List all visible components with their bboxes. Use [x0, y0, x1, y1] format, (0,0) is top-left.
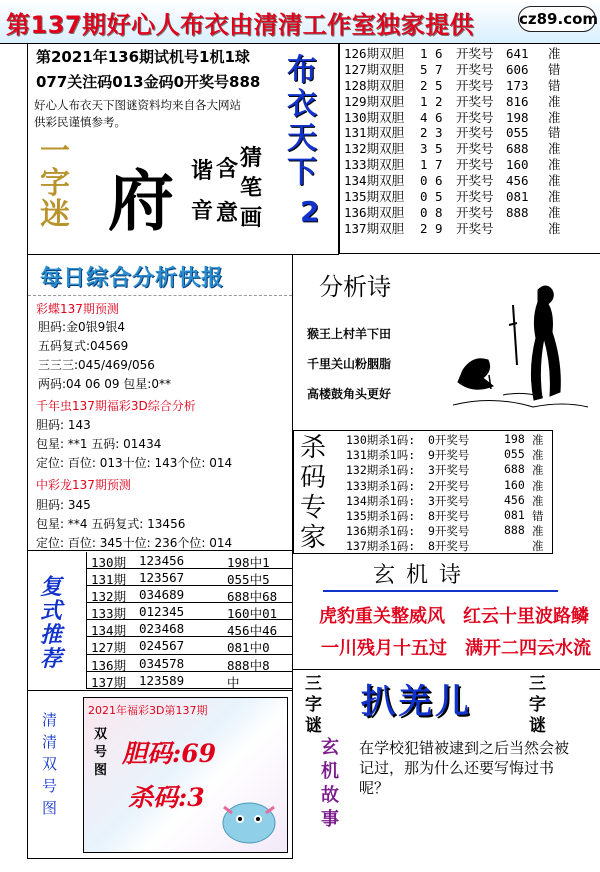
- story-label-char: 故: [321, 785, 339, 806]
- caidie-line: 三三三:045/469/056: [38, 358, 155, 372]
- result-mark: 准: [548, 173, 561, 189]
- sanzi-right-label: [529, 674, 546, 737]
- fushi-result: 055中5: [227, 572, 270, 588]
- kill-value: 9开奖号: [428, 448, 470, 463]
- kill-value: 0开奖号: [428, 433, 470, 447]
- result-label: 开奖号: [456, 46, 494, 61]
- result-period: 127期双胆: [344, 61, 405, 77]
- fushi-period: 137期: [91, 674, 127, 690]
- hint-char: 意: [216, 201, 239, 226]
- brand-char: 衣: [287, 87, 317, 122]
- zhongcai-line: 包星: **4 五码复式: 13456: [36, 517, 186, 531]
- result-label: 开奖号: [456, 109, 494, 125]
- kill-period: 133期杀1码:: [346, 478, 416, 493]
- kill-mark: 准: [532, 448, 544, 463]
- result-mark: 错: [548, 125, 561, 141]
- kill-period: 137期杀1码:: [346, 539, 416, 554]
- fushi-label: [40, 575, 62, 671]
- result-dan: 3 5: [420, 141, 443, 157]
- result-row: [344, 157, 600, 173]
- qiannian-heading: 千年虫137期福彩3D综合分析: [36, 399, 196, 413]
- brand-char: 布: [287, 53, 317, 88]
- kill-mark: 准: [532, 524, 544, 539]
- kill-mark: 准: [532, 463, 544, 478]
- fushi-period: 127期: [91, 640, 127, 656]
- sha-code: 杀码:3: [128, 783, 205, 812]
- fushi-row: [87, 552, 292, 569]
- result-period: 129期双胆: [344, 93, 405, 109]
- result-mark: 准: [548, 93, 561, 109]
- fushi-combo: 123589: [139, 672, 185, 688]
- riddle-label-char: 字: [40, 165, 70, 201]
- kill-label-char: 码: [300, 463, 327, 493]
- kill-value: 8开奖号: [428, 539, 470, 554]
- kill-mark: 准: [532, 433, 544, 447]
- zhongcai-line: 定位: 百位: 345十位: 236个位: 014: [36, 536, 233, 550]
- riddle-word: 扒羌儿: [361, 682, 472, 722]
- story-label-char: 机: [321, 761, 339, 782]
- fushi-row: [87, 637, 292, 654]
- qingqing-label-char: 清: [42, 733, 58, 751]
- result-number: 081: [506, 189, 529, 205]
- result-period: 131期双胆: [344, 125, 405, 141]
- result-period: 137期双胆: [344, 220, 405, 236]
- riddle-main-char: 府: [108, 162, 174, 240]
- result-number: 888: [506, 204, 529, 220]
- banner-title: 第137期好心人布衣由清清工作室独家提供: [6, 11, 475, 39]
- riddle-hint-col-2: [216, 148, 238, 236]
- fushi-row: [87, 655, 292, 672]
- kill-number: 055: [504, 447, 525, 462]
- result-dan: 2 5: [420, 77, 443, 93]
- qiannian-line: 包星: **1 五码: 01434: [36, 437, 162, 451]
- kill-label: [300, 433, 326, 553]
- sanzi-char: 字: [529, 695, 546, 715]
- hint-char: 猜: [240, 146, 263, 171]
- qingqing-label-char: 双: [42, 755, 58, 773]
- kill-number: 888: [504, 523, 525, 538]
- kill-number: 198: [504, 432, 525, 446]
- result-number: 606: [506, 61, 529, 77]
- kill-period: 131期杀1吗:: [346, 448, 416, 463]
- double-number-card: [83, 697, 288, 853]
- result-dan: 1 6: [420, 46, 443, 61]
- qingqing-panel: [27, 691, 293, 859]
- cartoon-icon: [214, 783, 284, 849]
- xuanji-divider: [323, 590, 558, 592]
- result-label: 开奖号: [456, 125, 494, 141]
- kill-mark: 准: [532, 539, 544, 554]
- result-label: 开奖号: [456, 77, 494, 93]
- zhongcai-line: 胆码: 345: [36, 498, 91, 512]
- hint-char: 谐: [191, 159, 214, 184]
- caidie-line: 胆码:金0银9银4: [38, 320, 125, 334]
- poem-line: 千里关山粉胭脂: [307, 357, 392, 371]
- kill-number: 081: [504, 507, 525, 522]
- dan-code: 胆码:69: [122, 739, 217, 768]
- brand-char: 下: [287, 155, 317, 190]
- kill-period: 132期杀1码:: [346, 463, 416, 478]
- result-row: [344, 62, 600, 78]
- xuanji-title: 玄 机 诗: [373, 563, 463, 588]
- qiannian-line: 定位: 百位: 013十位: 143个位: 014: [36, 456, 233, 470]
- sanzi-char: 三: [305, 674, 322, 694]
- result-row: [344, 221, 600, 237]
- result-dan: 2 9: [420, 220, 443, 236]
- poem-line: 高楼鼓角头更好: [307, 387, 392, 401]
- fushi-result: 888中8: [227, 657, 270, 673]
- double-dan-results: [339, 44, 600, 254]
- qingqing-label-char: 清: [42, 711, 58, 729]
- result-mark: 准: [548, 189, 561, 205]
- fushi-period: 130期: [91, 555, 127, 570]
- caidie-heading: 彩蝶137期预测: [36, 302, 119, 316]
- sanzi-char: 字: [305, 695, 322, 715]
- xuanji-panel: [293, 554, 600, 670]
- fushi-combo: 034578: [139, 655, 185, 671]
- result-number: 816: [506, 93, 529, 109]
- fushi-period: 131期: [91, 572, 127, 588]
- fushi-combo: 123456: [139, 553, 185, 568]
- story-label-char: 事: [321, 809, 339, 830]
- result-mark: 错: [548, 77, 561, 93]
- divider: [28, 295, 292, 296]
- fushi-result: 160中01: [227, 606, 278, 622]
- riddle-label-char: 迷: [40, 197, 70, 232]
- fushi-row: [87, 672, 292, 689]
- result-number: 055: [506, 125, 529, 141]
- kill-label-char: 专: [300, 493, 327, 523]
- kill-value: 3开奖号: [428, 463, 470, 478]
- fushi-result: 456中46: [227, 623, 278, 639]
- result-number: 198: [506, 109, 529, 125]
- fushi-row: [87, 620, 292, 637]
- result-row: [344, 125, 600, 141]
- result-label: 开奖号: [456, 220, 494, 236]
- result-period: 135期双胆: [344, 189, 405, 205]
- kill-mark: 准: [532, 493, 544, 508]
- fushi-result: 081中0: [227, 640, 270, 656]
- fushi-combo: 024567: [139, 638, 185, 654]
- riddle-hint-col-3: [240, 144, 262, 234]
- fushi-row: [87, 603, 292, 620]
- riddle-story: 在学校犯错被逮到之后当然会被记过，那为什么还要写悔过书呢？: [359, 739, 570, 797]
- analysis-panel: [27, 255, 293, 551]
- fushi-result: 688中68: [227, 589, 278, 605]
- trial-note-1: 好心人布衣天下图谜资料均来自各大网站: [34, 98, 241, 112]
- kill-value: 8开奖号: [428, 508, 470, 523]
- hint-char: 含: [216, 157, 239, 182]
- analysis-title: 每日综合分析快报: [40, 266, 225, 291]
- result-row: [344, 141, 600, 157]
- kill-mark: 准: [532, 478, 544, 493]
- kill-number: 688: [504, 462, 525, 477]
- result-period: 136期双胆: [344, 204, 405, 220]
- result-row: [344, 94, 600, 110]
- riddle-hint-col-1: [191, 152, 213, 232]
- result-mark: 准: [548, 141, 561, 157]
- result-label: 开奖号: [456, 93, 494, 109]
- hint-char: 画: [240, 206, 263, 231]
- result-row: [344, 110, 600, 126]
- story-label-char: 玄: [321, 737, 339, 758]
- kill-mark: 错: [532, 508, 544, 523]
- fushi-label-char: 复: [40, 574, 63, 600]
- site-logo[interactable]: cz89.com: [518, 6, 596, 32]
- result-dan: 0 6: [420, 173, 443, 189]
- kill-period: 130期杀1码:: [346, 433, 416, 447]
- sub-char: 号: [94, 745, 108, 760]
- result-mark: 准: [548, 220, 561, 236]
- result-period: 133期双胆: [344, 157, 405, 173]
- hint-char: 笔: [240, 176, 263, 201]
- poem-ink-illustration: [443, 275, 593, 425]
- qingqing-heading: 2021年福彩3D第137期: [88, 704, 208, 717]
- hint-char: 音: [191, 199, 214, 224]
- result-label: 开奖号: [456, 61, 494, 77]
- fushi-period: 133期: [91, 606, 127, 622]
- result-mark: 准: [548, 157, 561, 173]
- riddle-label-char: 一: [40, 134, 70, 169]
- fushi-period: 132期: [91, 589, 127, 605]
- qingqing-label: [42, 709, 57, 819]
- caidie-line: 五码复式:04569: [38, 339, 129, 353]
- kill-label-char: 家: [300, 523, 327, 553]
- kill-value: 9开奖号: [428, 524, 470, 539]
- xuanji-line-2: 一川残月十五过 满开二四云水流: [321, 638, 591, 659]
- qiannian-line: 胆码: 143: [36, 418, 91, 432]
- fushi-row: [87, 569, 292, 586]
- sanzi-char: 谜: [529, 716, 546, 736]
- result-period: 134期双胆: [344, 173, 405, 189]
- xuanji-story-label: [321, 736, 339, 832]
- brand-number: 2: [300, 195, 320, 228]
- top-banner: [0, 0, 600, 44]
- riddle-label: [40, 136, 70, 231]
- sanzi-left-label: [305, 674, 322, 737]
- kill-number: 456: [504, 492, 525, 507]
- poem-title: 分析诗: [319, 273, 391, 301]
- fushi-combo: 012345: [139, 604, 185, 620]
- result-number: 456: [506, 173, 529, 189]
- result-mark: 准: [548, 204, 561, 220]
- fushi-result: 198中1: [227, 555, 270, 570]
- kill-period: 135期杀1码:: [346, 508, 416, 523]
- result-dan: 1 2: [420, 93, 443, 109]
- kill-code-panel: [293, 430, 553, 554]
- kill-period: 134期杀1码:: [346, 493, 416, 508]
- result-number: 160: [506, 157, 529, 173]
- result-period: 128期双胆: [344, 77, 405, 93]
- result-number: 173: [506, 77, 529, 93]
- result-period: 126期双胆: [344, 46, 405, 61]
- result-number: 688: [506, 141, 529, 157]
- sanzi-char: 谜: [305, 716, 322, 736]
- kill-value: 3开奖号: [428, 493, 470, 508]
- trial-line-1: 第2021年136期试机号1机1球: [36, 48, 250, 66]
- sanzi-char: 三: [529, 674, 546, 694]
- fushi-label-char: 荐: [40, 646, 63, 672]
- fushi-label-char: 式: [40, 598, 63, 624]
- result-label: 开奖号: [456, 157, 494, 173]
- caidie-line: 两码:04 06 09 包星:0**: [38, 377, 171, 391]
- fushi-combo: 123567: [139, 570, 185, 586]
- fushi-result: 中: [227, 674, 240, 690]
- result-period: 132期双胆: [344, 141, 405, 157]
- result-row: [344, 173, 600, 189]
- poem-line: 猴王上村羊下田: [307, 327, 392, 341]
- qingqing-sub: [94, 726, 107, 780]
- result-label: 开奖号: [456, 189, 494, 205]
- fushi-row: [87, 586, 292, 603]
- fushi-panel: [27, 551, 293, 691]
- result-label: 开奖号: [456, 173, 494, 189]
- fushi-combo: 034689: [139, 587, 185, 603]
- result-number: 641: [506, 46, 529, 61]
- result-label: 开奖号: [456, 204, 494, 220]
- result-dan: 2 3: [420, 125, 443, 141]
- brand-title: [287, 54, 317, 190]
- result-dan: 0 5: [420, 189, 443, 205]
- qingqing-label-char: 号: [42, 777, 58, 795]
- sub-char: 图: [94, 763, 108, 778]
- fushi-period: 136期: [91, 657, 127, 673]
- result-mark: 错: [548, 61, 561, 77]
- fushi-combo: 023468: [139, 621, 185, 637]
- result-row: [344, 46, 600, 62]
- result-mark: 准: [548, 109, 561, 125]
- result-dan: 5 7: [420, 61, 443, 77]
- kill-number: 160: [504, 477, 525, 492]
- result-label: 开奖号: [456, 141, 494, 157]
- fushi-period: 134期: [91, 623, 127, 639]
- result-row: [344, 205, 600, 221]
- zhongcai-heading: 中彩龙137期预测: [36, 478, 131, 492]
- trial-line-2: 077关注码013金码0开奖号888: [36, 73, 261, 91]
- result-dan: 0 8: [420, 204, 443, 220]
- result-dan: 4 6: [420, 109, 443, 125]
- brand-char: 天: [287, 121, 317, 156]
- fushi-label-char: 推: [40, 622, 63, 648]
- result-row: [344, 189, 600, 205]
- xuanji-line-1: 虎豹重关整威风 红云十里波路鳞: [319, 606, 589, 627]
- qingqing-label-char: 图: [42, 799, 58, 817]
- sub-char: 双: [94, 727, 108, 742]
- trial-note-2: 供彩民谨慎参考。: [34, 115, 126, 129]
- sanzi-panel: [293, 670, 600, 860]
- result-row: [344, 78, 600, 94]
- result-mark: 准: [548, 46, 561, 61]
- kill-value: 2开奖号: [428, 478, 470, 493]
- kill-label-char: 杀: [300, 433, 327, 463]
- result-dan: 1 7: [420, 157, 443, 173]
- kill-period: 136期杀1码:: [346, 524, 416, 539]
- poem-panel: [293, 255, 600, 430]
- result-period: 130期双胆: [344, 109, 405, 125]
